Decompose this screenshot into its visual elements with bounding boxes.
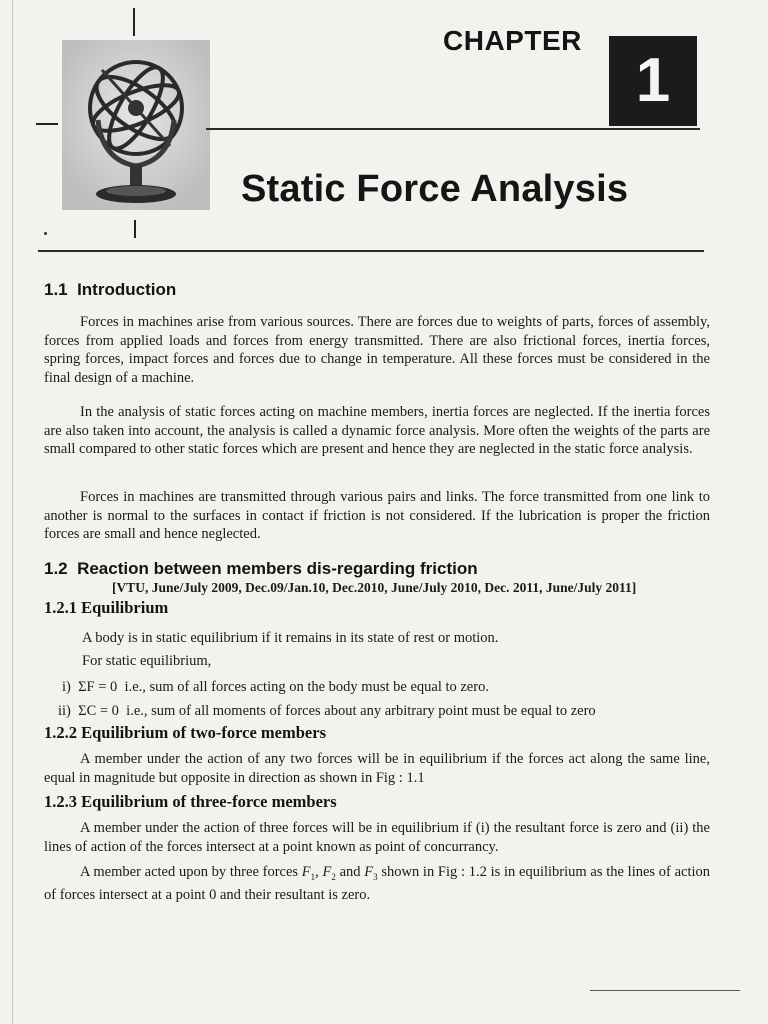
force-subscript-3: 3: [373, 871, 378, 882]
three-force-paragraph-1: [44, 819, 710, 856]
intro-paragraph-2-text: In the analysis of static forces acting on machine members, inertia forces are neglected. If the inertia forces are also taken into account, the analysis is called a dynamic force analysis. More often the weights of the parts are small compared to other static forces which are present and hence they are neglected in the static force analysis.: [44, 404, 710, 458]
section-heading-1-2: 1.2 Reaction between members dis-regarding friction: [44, 559, 478, 578]
section-heading-1-2-3: 1.2.3 Equilibrium of three-force members: [44, 792, 337, 811]
exam-references: [VTU, June/July 2009, Dec.09/Jan.10, Dec.2010, June/July 2010, Dec. 2011, June/July 2011]: [112, 580, 637, 595]
equilibrium-definition: A body is in static equilibrium if it remains in its state of rest or motion.: [82, 630, 499, 646]
three-force-paragraph-2-tail: shown in Fig : 1.2 is in equilibrium as the lines of action of forces intersect at a point 0 and their resultant is zero.: [44, 864, 711, 904]
force-symbol-f1: F: [301, 864, 311, 880]
header-rule-bottom: [38, 250, 704, 252]
footer-rule: [590, 990, 740, 991]
section-heading-1-1: 1.1 Introduction: [44, 280, 177, 299]
three-force-paragraph-2-lead: A member acted upon by three forces: [80, 864, 302, 880]
chapter-label: CHAPTER: [443, 25, 582, 56]
force-subscript-1: 1: [310, 871, 316, 882]
three-force-paragraph-2: [44, 863, 710, 905]
crop-mark-top: [133, 8, 135, 36]
two-force-paragraph: [44, 750, 710, 787]
section-heading-1-2-1: 1.2.1 Equilibrium: [44, 598, 169, 617]
condition-sum-forces: i) ΣF = 0 i.e., sum of all forces acting on the body must be equal to zero.: [62, 679, 489, 695]
intro-paragraph-1-text: Forces in machines arise from various sources. There are forces due to weights of parts, forces of assembly, forces from applied loads and forces from energy transmitted. There are also frictional forces, inertia forces, spring forces, impact forces and forces due to change in temperature. All these forces must be considered in the final design of a machine.: [44, 314, 710, 386]
intro-paragraph-2: [44, 403, 710, 459]
chapter-number: 1: [635, 46, 671, 115]
intro-paragraph-3-text: Forces in machines are transmitted through various pairs and links. The force transmitted from one link to another is normal to the surfaces in contact if friction is not considered. If the lubrication is proper the friction forces are small and hence neglected.: [44, 489, 710, 543]
force-symbol-f2: F: [322, 864, 332, 880]
section-heading-1-2-2: 1.2.2 Equilibrium of two-force members: [44, 723, 326, 742]
force-subscript-2: 2: [331, 871, 336, 882]
force-symbol-f3: F: [364, 864, 374, 880]
armillary-sphere-icon: [62, 40, 210, 210]
chapter-title: Static Force Analysis: [241, 168, 629, 210]
chapter-number-box: [609, 36, 697, 126]
condition-sum-moments: ii) ΣC = 0 i.e., sum of all moments of forces about any arbitrary point must be equal to zero: [58, 703, 596, 719]
header-rule-top: [206, 128, 700, 130]
crop-dot: [44, 232, 47, 235]
crop-mark-left: [36, 123, 58, 125]
intro-paragraph-3: [44, 488, 710, 544]
force-separator-2: and: [335, 864, 365, 880]
static-equilibrium-label: For static equilibrium,: [82, 653, 212, 669]
force-separator-1: ,: [315, 864, 323, 880]
intro-paragraph-1: [44, 313, 710, 387]
page-edge-shadow: [12, 0, 13, 1024]
crop-mark-bottom: [134, 220, 136, 238]
two-force-paragraph-text: A member under the action of any two forces will be in equilibrium if the forces act along the same line, equal in magnitude but opposite in direction as shown in Fig : 1.1: [44, 751, 710, 786]
three-force-paragraph-1-text: A member under the action of three forces will be in equilibrium if (i) the resultant force is zero and (ii) the lines of action of the forces intersect at a point known as point of concurrancy.: [44, 820, 710, 855]
